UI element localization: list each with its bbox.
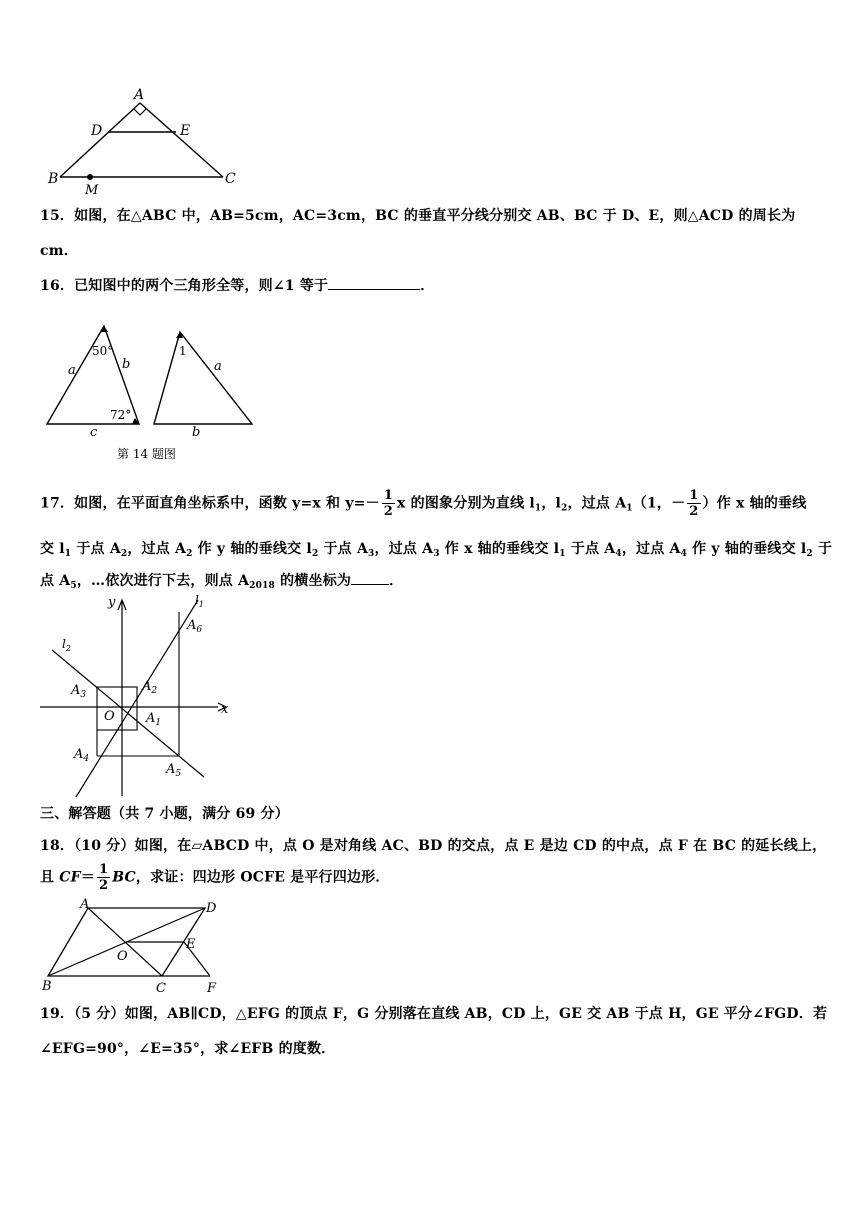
q17-sub: 2 xyxy=(311,549,319,559)
angle-mark-top xyxy=(100,326,108,332)
q17-part: ，过点 A xyxy=(127,541,187,557)
label-l2: $l_2$ xyxy=(62,637,71,653)
label-e: E xyxy=(180,123,191,139)
fraction-half-3 xyxy=(97,862,110,893)
fraction-half xyxy=(382,488,395,519)
figure-two-triangles xyxy=(42,318,267,468)
q17-part: 于点 A xyxy=(71,541,121,557)
question-16-text: 16．已知图中的两个三角形全等，则∠1 等于 xyxy=(40,278,329,294)
label-x: x xyxy=(221,702,229,717)
question-16 xyxy=(40,275,434,295)
label-f: F xyxy=(207,981,217,996)
label-e: E xyxy=(186,937,196,952)
q17-part: 17．如图，在平面直角坐标系中，函数 y=x 和 y=－ xyxy=(40,495,380,512)
q17-sub: 3 xyxy=(433,549,440,559)
side-label-c1: c xyxy=(90,425,98,440)
label-l1: $l_1$ xyxy=(195,593,204,609)
angle-label-1: 1 xyxy=(179,344,187,358)
q17-sub: 5 xyxy=(70,581,77,591)
q17-part: 分别为直线 l xyxy=(453,495,535,512)
q17-part: 于 xyxy=(812,541,833,557)
label-a3: $A_3$ xyxy=(71,683,87,700)
section-heading: 三、解答题（共 7 小题，满分 69 分） xyxy=(40,806,289,822)
q17-part: 作 y 轴的垂线交 l xyxy=(687,541,807,557)
label-a6: $A_6$ xyxy=(187,618,203,635)
question-16-end: ． xyxy=(420,278,435,294)
q17-part: ，过点 A xyxy=(567,495,627,512)
frac-den: 2 xyxy=(383,504,394,519)
label-c: C xyxy=(156,981,166,996)
fraction-half-2 xyxy=(687,488,700,519)
q18-part: ，求证：四边形 OCFE 是平行四边形． xyxy=(135,869,390,886)
q17-part: 交 l xyxy=(40,541,65,557)
label-d: D xyxy=(91,123,103,139)
q17-part: 于点 A xyxy=(318,541,369,557)
side-ac xyxy=(140,103,223,177)
question-17-line3 xyxy=(40,570,403,591)
label-a: A xyxy=(134,87,145,103)
side-label-a1: a xyxy=(68,363,76,378)
q17-sub: 1 xyxy=(534,503,542,514)
q17-sub: 2 xyxy=(561,503,568,514)
q18-part: 且 xyxy=(40,869,55,886)
question-17-line1 xyxy=(40,488,806,519)
q17-part: 作 y 轴的垂线交 l xyxy=(192,541,312,557)
q17-part: ，…依次进行下去，则点 A xyxy=(76,573,250,589)
q17-sub: 3 xyxy=(368,549,375,559)
side-label-b1: b xyxy=(122,357,131,372)
label-m: M xyxy=(85,183,99,197)
label-a1: $A_1$ xyxy=(146,711,162,728)
q17-sub: 4 xyxy=(615,549,622,559)
label-y: y xyxy=(108,595,116,610)
answer-blank xyxy=(351,584,389,585)
q17-part: ，过点 A xyxy=(621,541,681,557)
q17-sub: 1 xyxy=(64,549,72,559)
q17-part: 点 A xyxy=(40,573,71,589)
question-19-line2: ∠EFG=90°，∠E=35°，求∠EFB 的度数． xyxy=(40,1041,336,1057)
side-label-b2: b xyxy=(192,425,201,440)
frac-den: 2 xyxy=(689,504,699,519)
angle-label-50: 50° xyxy=(92,344,114,358)
q17-part: 作 x 轴的垂线交 l xyxy=(439,541,560,557)
q17-part: （1，－ xyxy=(632,495,686,512)
q17-sub: 2 xyxy=(806,549,813,559)
right-angle-mark xyxy=(134,109,146,115)
label-a5: $A_5$ xyxy=(166,762,182,779)
label-c: C xyxy=(225,171,236,187)
q17-part: x 的图象 xyxy=(397,495,454,512)
q17-sub: 2018 xyxy=(249,581,276,591)
q17-sub: 1 xyxy=(559,549,566,559)
angle-label-72: 72° xyxy=(110,408,132,422)
q18-eq: ＝ xyxy=(80,869,95,886)
triangle-right xyxy=(154,332,252,424)
figure-caption: 第 14 题图 xyxy=(117,447,176,461)
q17-sub: 4 xyxy=(680,549,688,559)
frac-den: 2 xyxy=(98,878,109,893)
answer-blank xyxy=(328,289,420,290)
label-a: A xyxy=(80,898,90,912)
q17-sub: 2 xyxy=(186,549,193,559)
label-b: B xyxy=(42,979,52,994)
point-m xyxy=(87,174,93,180)
label-o: O xyxy=(104,709,115,724)
q17-part: ）作 x 轴的垂线 xyxy=(702,495,807,512)
side-ab xyxy=(60,103,140,177)
q17-sub: 1 xyxy=(626,503,633,514)
q17-sub: 2 xyxy=(120,549,128,559)
frac-num: 1 xyxy=(383,488,394,503)
question-15-unit: cm． xyxy=(40,243,78,259)
figure-coordinate-system xyxy=(38,592,238,798)
side-label-a2: a xyxy=(214,359,222,374)
question-15 xyxy=(40,205,795,225)
label-b: B xyxy=(48,171,59,187)
q18-cf: CF xyxy=(59,869,81,886)
q17-part: 的横坐标为 xyxy=(275,573,352,589)
q18-bc: BC xyxy=(112,869,136,886)
question-15-text: 15．如图，在△ABC 中，AB=5cm，AC=3cm，BC 的垂直平分线分别交 AB、BC 于 D、E，则△ACD 的周长为 xyxy=(40,208,796,224)
frac-num: 1 xyxy=(98,862,109,877)
question-17-line2 xyxy=(40,538,832,559)
q17-part: ． xyxy=(389,573,404,589)
q17-part: ，过点 A xyxy=(374,541,434,557)
figure-triangle-abc xyxy=(45,85,245,197)
question-18-line1: 18．（10 分）如图，在▱ABCD 中，点 O 是对角线 AC、BD 的交点，点 E 是边 CD 的中点，点 F 在 BC 的延长线上， xyxy=(40,838,827,854)
q17-part: ，l xyxy=(541,495,562,512)
question-19-line1: 19．（5 分）如图，AB∥CD，△EFG 的顶点 F，G 分别落在直线 AB，CD 上，GE 交 AB 于点 H，GE 平分∠FGD．若 xyxy=(40,1006,828,1022)
question-18-line2 xyxy=(40,862,390,893)
question-15-cont xyxy=(40,240,78,260)
label-d: D xyxy=(206,901,217,916)
q17-part: 于点 A xyxy=(565,541,616,557)
frac-num: 1 xyxy=(689,488,699,503)
label-a4: $A_4$ xyxy=(74,747,90,764)
label-a2: $A_2$ xyxy=(142,679,158,696)
label-o: O xyxy=(117,949,128,964)
figure-parallelogram xyxy=(40,898,230,998)
